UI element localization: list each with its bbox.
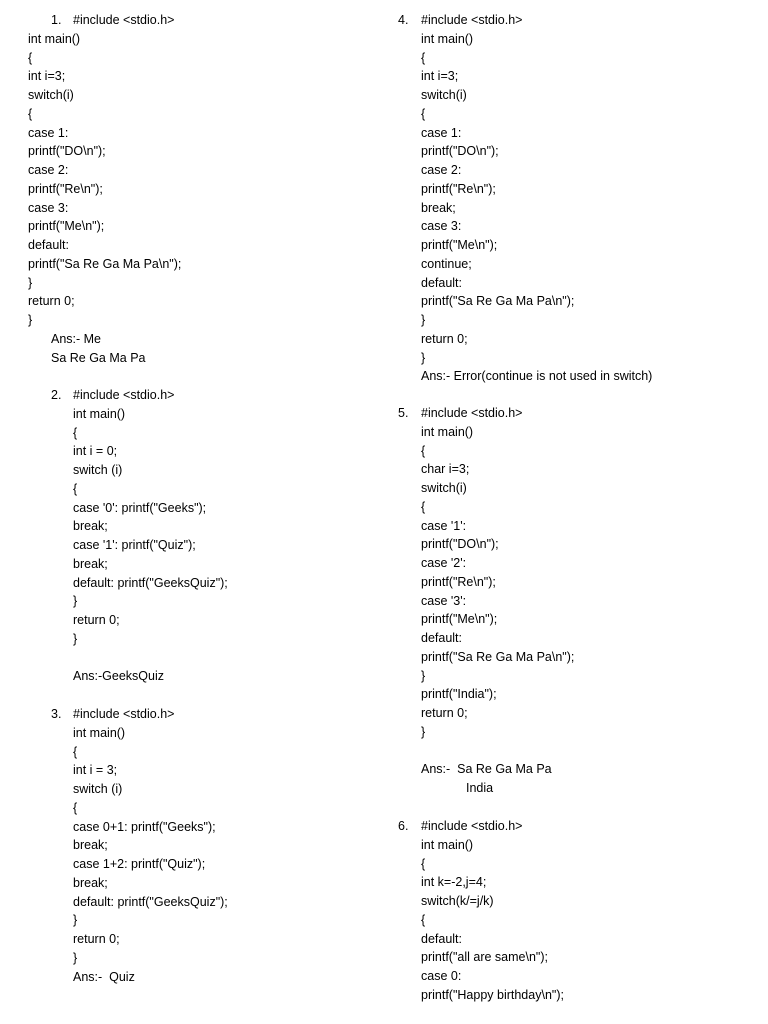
code-line: case 1+2: printf("Quiz"); (73, 857, 206, 871)
code-line: } (421, 313, 426, 327)
code-line: break; (73, 556, 108, 571)
code-line: break; (73, 875, 108, 890)
code-line: switch(k/=j/k) (421, 894, 494, 908)
answer-line: Ans:-GeeksQuiz (73, 669, 165, 684)
code-line: int main() (421, 31, 474, 46)
code-line: int main() (421, 837, 474, 852)
answer-line: Sa Re Ga Ma Pa (51, 350, 146, 365)
answer-line: Ans:- Me (51, 331, 102, 346)
code-line: #include <stdio.h> (73, 13, 175, 27)
code-line: { (421, 856, 426, 871)
code-line: default: printf("GeeksQuiz"); (73, 894, 228, 909)
code-line: case 1: (28, 125, 69, 140)
question-number: 4. (398, 13, 409, 27)
code-line: return 0; (421, 331, 468, 346)
answer-line: Ans:- Error(continue is not used in switch) (421, 369, 653, 384)
code-line: default: (421, 631, 463, 645)
code-line: default: (421, 931, 463, 946)
code-line: return 0; (73, 932, 120, 946)
code-line: printf("Me\n"); (421, 238, 498, 252)
question-number: 5. (398, 406, 409, 420)
code-line: } (73, 913, 78, 928)
question-number: 3. (51, 707, 62, 721)
code-line: return 0; (421, 706, 468, 720)
code-line: case '1': (421, 518, 467, 533)
answer-line: Ans:- Sa Re Ga Ma Pa (421, 762, 552, 777)
code-line: printf("Sa Re Ga Ma Pa\n"); (421, 294, 575, 309)
code-line: printf("Happy birthday\n"); (421, 987, 564, 1002)
code-line: case '3': (421, 593, 467, 608)
code-line: char i=3; (421, 462, 470, 477)
question-number: 6. (398, 819, 409, 833)
code-line: #include <stdio.h> (421, 819, 523, 833)
code-line: { (421, 106, 426, 121)
code-line: printf("India"); (421, 687, 497, 702)
code-line: #include <stdio.h> (73, 388, 175, 402)
code-line: case 1: (421, 125, 462, 140)
code-line: default: printf("GeeksQuiz"); (73, 575, 228, 590)
code-line: { (421, 912, 426, 927)
code-line: break; (421, 200, 456, 215)
code-line: case 0: (421, 969, 462, 983)
code-line: { (73, 744, 78, 759)
code-line: printf("DO\n"); (28, 144, 106, 159)
code-line: return 0; (73, 613, 120, 627)
code-line: printf("Me\n"); (421, 612, 498, 627)
code-line: printf("all are same\n"); (421, 950, 548, 965)
code-line: case 3: (28, 200, 69, 215)
code-line: int main() (73, 406, 126, 421)
code-line: int k=-2,j=4; (421, 875, 487, 890)
code-line: switch(i) (28, 88, 74, 102)
code-line: printf("Re\n"); (421, 574, 496, 589)
code-line: { (421, 50, 426, 65)
code-line: int main() (28, 31, 81, 46)
code-line: } (73, 950, 78, 965)
code-line: #include <stdio.h> (73, 707, 175, 721)
code-line: { (73, 425, 78, 440)
code-line: default: (421, 275, 463, 290)
code-line: { (28, 50, 33, 65)
answer-line: Ans:- Quiz (73, 969, 135, 984)
code-line: int main() (421, 424, 474, 439)
code-line: case 2: (421, 163, 462, 177)
code-line: case '0': printf("Geeks"); (73, 500, 207, 515)
code-line: case 0+1: printf("Geeks"); (73, 819, 216, 834)
code-line: return 0; (28, 294, 75, 309)
answer-line: India (466, 781, 494, 795)
code-line: case 3: (421, 219, 462, 234)
code-line: #include <stdio.h> (421, 13, 523, 27)
code-line: } (421, 350, 426, 365)
code-line: printf("Sa Re Ga Ma Pa\n"); (28, 256, 182, 271)
code-line: printf("Re\n"); (28, 181, 103, 196)
question-number: 2. (51, 388, 62, 402)
code-line: break; (73, 838, 108, 853)
code-line: case 2: (28, 163, 69, 177)
code-line: { (421, 443, 426, 458)
code-line: int i = 3; (73, 763, 118, 778)
code-line: printf("Sa Re Ga Ma Pa\n"); (421, 649, 575, 664)
code-line: { (421, 499, 426, 514)
code-line: int i = 0; (73, 444, 118, 459)
code-line: default: (28, 238, 70, 252)
code-line: case '2': (421, 556, 467, 570)
code-line: } (73, 631, 78, 646)
code-line: } (28, 275, 33, 290)
code-line: { (28, 106, 33, 121)
code-line: printf("DO\n"); (421, 537, 499, 552)
code-line: int main() (73, 725, 126, 740)
code-line: switch (i) (73, 782, 123, 796)
code-line: printf("DO\n"); (421, 144, 499, 159)
question-number: 1. (51, 13, 62, 27)
code-line: break; (73, 519, 108, 534)
code-line: { (73, 481, 78, 496)
code-line: printf("Re\n"); (421, 181, 496, 196)
code-line: #include <stdio.h> (421, 406, 523, 420)
code-line: } (421, 668, 426, 683)
code-line: } (28, 313, 33, 327)
code-line: { (73, 800, 78, 815)
code-line: } (73, 594, 78, 609)
code-line: switch(i) (421, 481, 467, 495)
code-line: case '1': printf("Quiz"); (73, 538, 196, 552)
code-line: switch (i) (73, 463, 123, 477)
code-line: continue; (421, 256, 472, 271)
code-line: } (421, 724, 426, 739)
code-line: int i=3; (421, 69, 459, 84)
code-line: int i=3; (28, 69, 66, 84)
code-line: switch(i) (421, 88, 467, 102)
code-line: printf("Me\n"); (28, 219, 105, 234)
